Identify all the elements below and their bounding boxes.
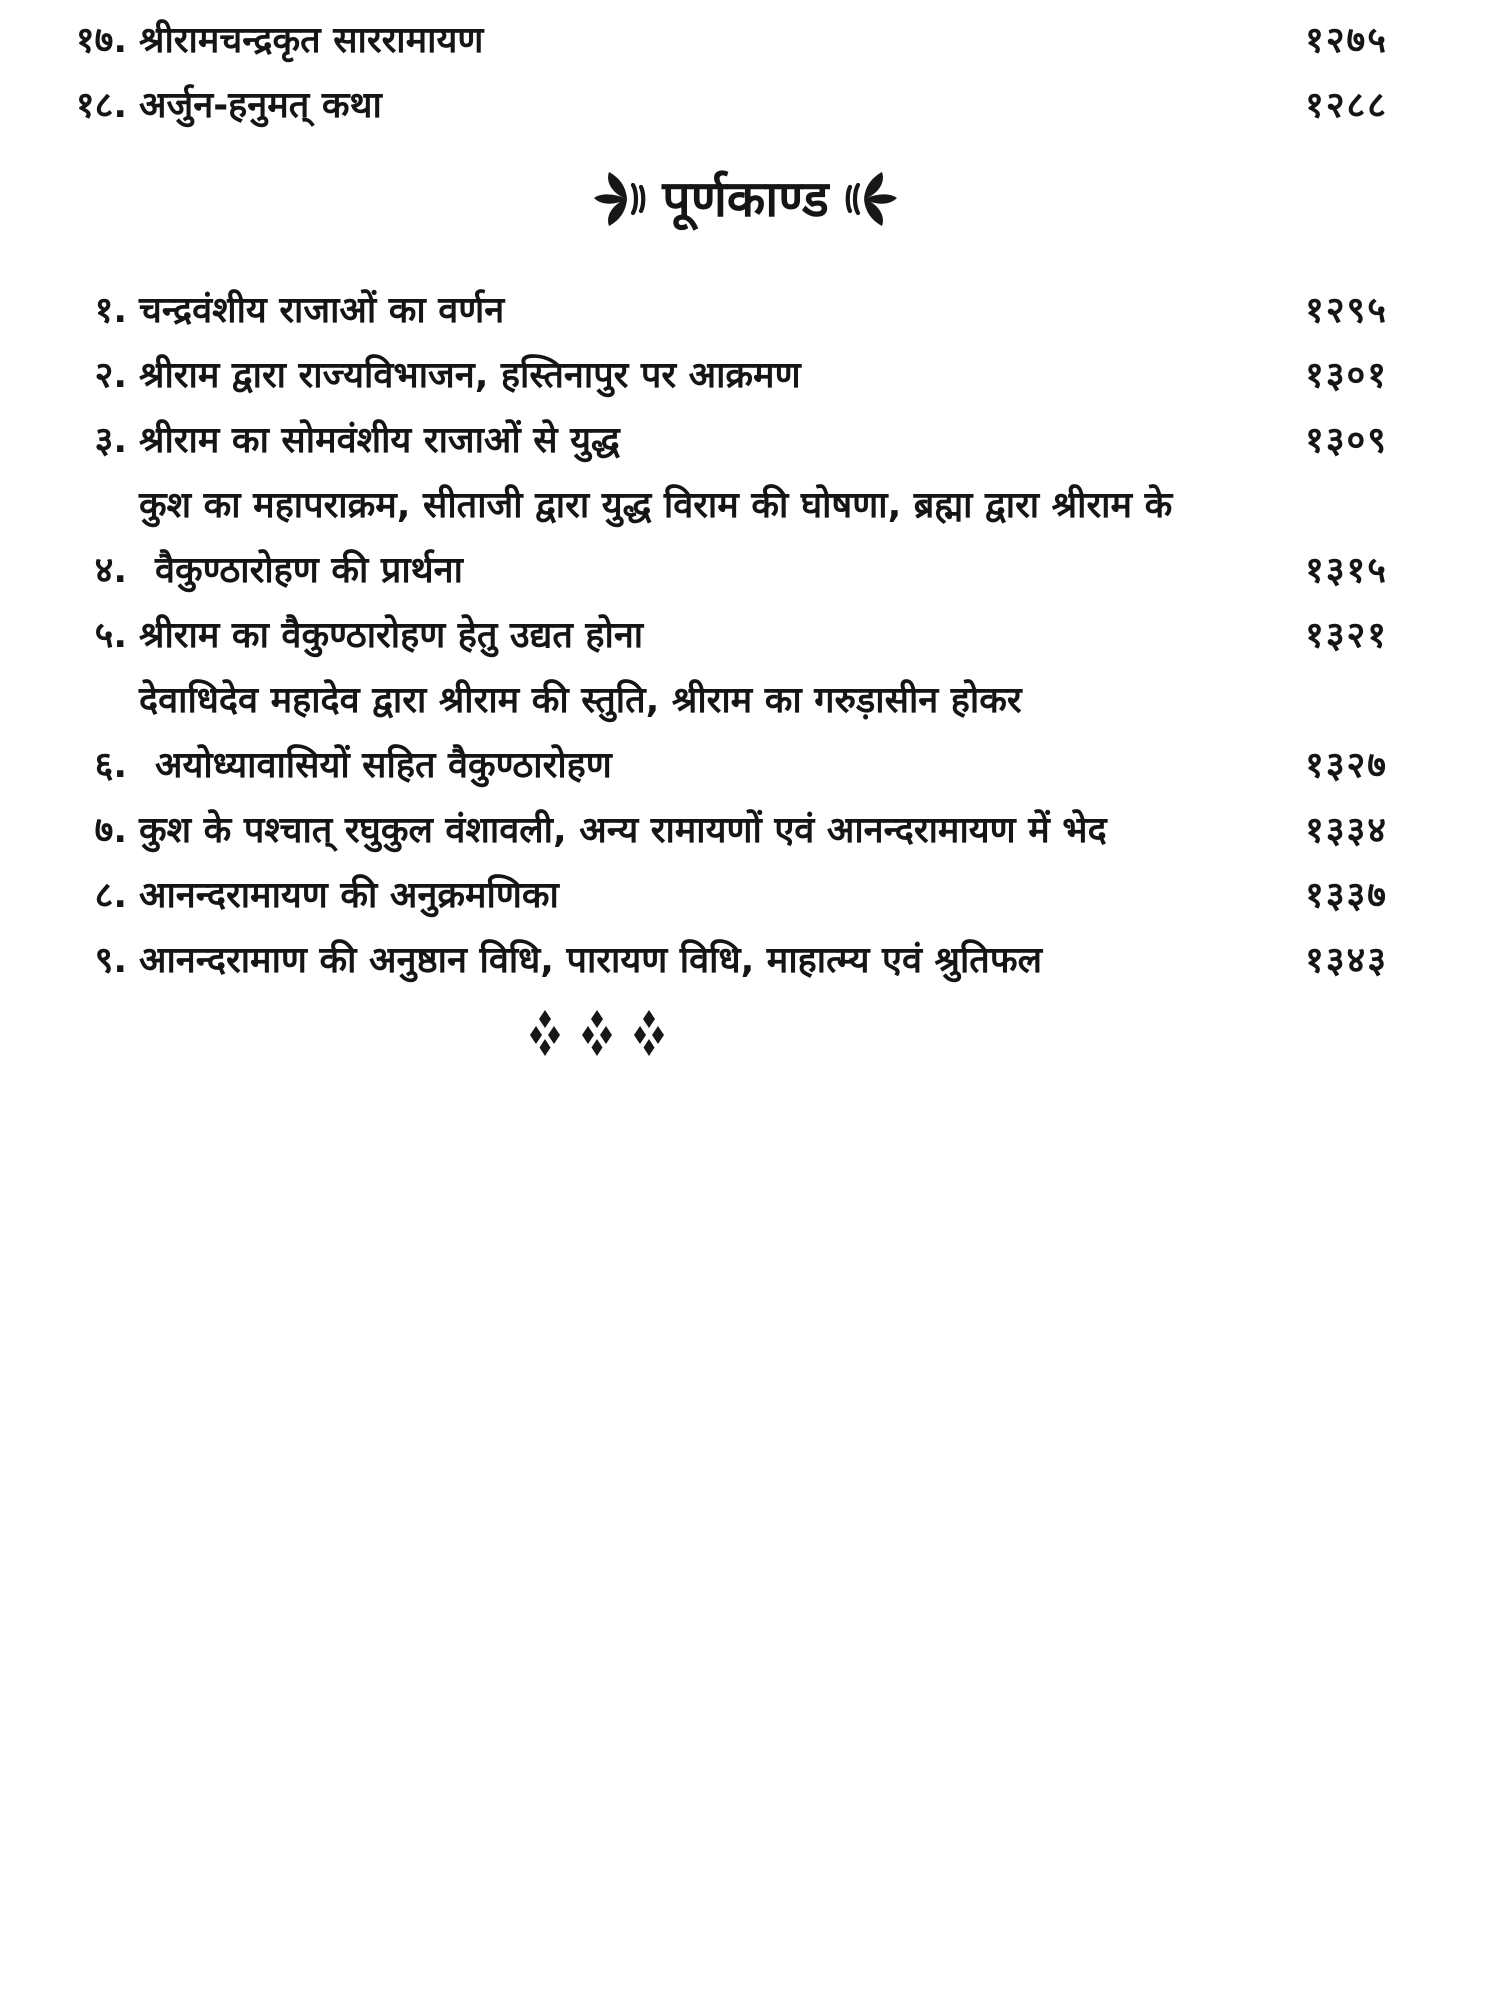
entry-title: कुश का महापराक्रम, सीताजी द्वारा युद्ध विराम की घोषणा, ब्रह्मा द्वारा श्रीराम के वैकुण्ठारोहण की प्रार्थना bbox=[139, 485, 1173, 591]
floral-fleuron-right-icon bbox=[845, 170, 897, 228]
entry-title: आनन्दरामाण की अनुष्ठान विधि, पारायण विधि, माहात्म्य एवं श्रुतिफल bbox=[139, 940, 1042, 981]
entry-title: देवाधिदेव महादेव द्वारा श्रीराम की स्तुति, श्रीराम का गरुड़ासीन होकर अयोध्यावासियों सहित वैकुण्ठारोहण bbox=[139, 680, 1022, 786]
section-title: पूर्णकाण्ड bbox=[662, 170, 829, 228]
entry-number: ८. bbox=[94, 875, 127, 916]
diamond-fleuron-icon bbox=[579, 1009, 615, 1057]
entry-page-number: १२८८ bbox=[1305, 85, 1388, 126]
toc-entry bbox=[75, 473, 1388, 603]
toc-entry bbox=[75, 928, 1388, 993]
toc-entry bbox=[75, 8, 1388, 73]
entry-page-number: १३३७ bbox=[1305, 875, 1388, 916]
entry-number: ७. bbox=[94, 810, 127, 851]
section-entry-list bbox=[75, 278, 1388, 993]
entry-number: १. bbox=[94, 290, 127, 331]
entry-page-number: १३०९ bbox=[1305, 420, 1388, 461]
section-heading bbox=[89, 162, 1402, 236]
toc-entry bbox=[75, 343, 1388, 408]
toc-entry bbox=[75, 798, 1388, 863]
entry-page-number: १३१५ bbox=[1305, 550, 1388, 591]
entry-number: २. bbox=[94, 355, 127, 396]
entry-title: श्रीरामचन्द्रकृत साररामायण bbox=[139, 20, 484, 61]
diamond-fleuron-icon bbox=[527, 1009, 563, 1057]
entry-number: ५. bbox=[94, 615, 127, 656]
entry-number: १७. bbox=[75, 20, 127, 61]
entry-page-number: १३२७ bbox=[1305, 745, 1388, 786]
entry-title: श्रीराम का सोमवंशीय राजाओं से युद्ध bbox=[139, 420, 620, 461]
toc-entry bbox=[75, 668, 1388, 798]
entry-number: ९. bbox=[94, 940, 127, 981]
toc-entry bbox=[75, 603, 1388, 668]
entry-number: १८. bbox=[75, 85, 127, 126]
entry-number: ४. bbox=[94, 550, 127, 591]
entry-title: श्रीराम का वैकुण्ठारोहण हेतु उद्यत होना bbox=[139, 615, 644, 656]
diamond-fleuron-icon bbox=[631, 1009, 667, 1057]
floral-fleuron-left-icon bbox=[594, 170, 646, 228]
entry-page-number: १३४३ bbox=[1305, 940, 1388, 981]
entry-number: ३. bbox=[94, 420, 127, 461]
toc-entry bbox=[75, 863, 1388, 928]
entry-title: अर्जुन-हनुमत् कथा bbox=[139, 85, 382, 126]
entry-title: श्रीराम द्वारा राज्यविभाजन, हस्तिनापुर पर आक्रमण bbox=[139, 355, 801, 396]
entry-page-number: १३३४ bbox=[1305, 810, 1388, 851]
entry-title: चन्द्रवंशीय राजाओं का वर्णन bbox=[139, 290, 505, 331]
entry-title: कुश के पश्चात् रघुकुल वंशावली, अन्य रामायणों एवं आनन्दरामायण में भेद bbox=[139, 810, 1107, 851]
entry-page-number: १२७५ bbox=[1305, 20, 1388, 61]
toc-entry bbox=[75, 408, 1388, 473]
end-ornament-row bbox=[527, 1009, 667, 1057]
toc-entry bbox=[75, 73, 1388, 138]
entry-page-number: १३२१ bbox=[1305, 615, 1388, 656]
toc-entry bbox=[75, 278, 1388, 343]
entry-page-number: १३०१ bbox=[1305, 355, 1388, 396]
entry-number: ६. bbox=[94, 745, 127, 786]
entry-page-number: १२९५ bbox=[1305, 290, 1388, 331]
entry-title: आनन्दरामायण की अनुक्रमणिका bbox=[139, 875, 559, 916]
